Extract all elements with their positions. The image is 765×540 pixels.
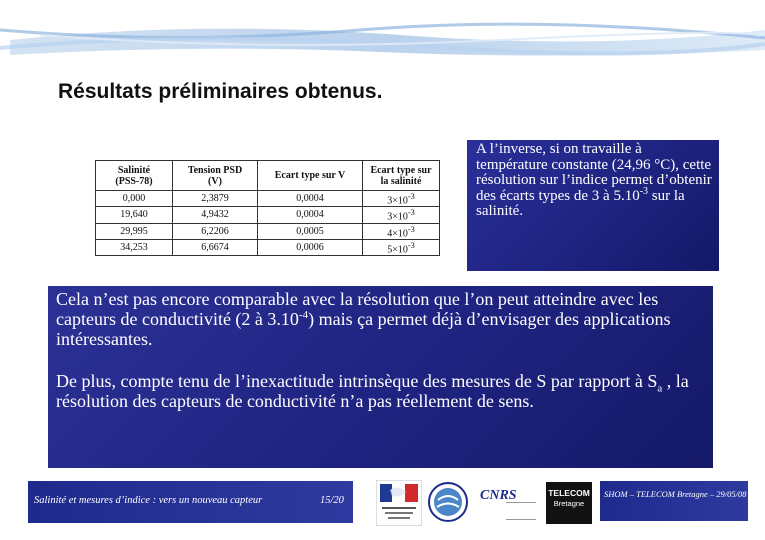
- telecom-bretagne-logo: [546, 482, 592, 524]
- paragraph-inexactitude: De plus, compte tenu de l’inexactitude intrinsèque des mesures de S par rapport à $S_a$ , la résolution des capteurs de conductivité n’a pas réellement de sens.: [56, 371, 689, 411]
- table-cell: 0,0006: [258, 239, 363, 255]
- table-cell: $4\times 10^{-3}$: [363, 223, 440, 239]
- slide-title: Résultats préliminaires obtenus.: [58, 80, 383, 103]
- table-cell: $5\times 10^{-3}$: [363, 239, 440, 255]
- footer-credits-bar: [600, 481, 748, 521]
- table-row: [96, 191, 440, 207]
- footer-title-bar: [28, 481, 353, 523]
- main-text-box: [48, 286, 713, 468]
- table-row: [96, 239, 440, 255]
- table-cell: 0,000: [96, 191, 173, 207]
- header-ecart-salinite: Ecart type sur la salinité: [363, 161, 440, 191]
- table-cell: 29,995: [96, 223, 173, 239]
- table-row: [96, 223, 440, 239]
- table-cell: 2,3879: [173, 191, 258, 207]
- table-cell: 6,6674: [173, 239, 258, 255]
- telecom-logo-line2: Bretagne: [553, 499, 585, 508]
- table-cell: 19,640: [96, 207, 173, 223]
- table-cell: 0,0004: [258, 207, 363, 223]
- header-tension: Tension PSD (V): [173, 161, 258, 191]
- paragraph-comparison: Cela n’est pas encore comparable avec la résolution que l’on peut atteindre avec les capteurs de conductivité (2 à $3.10^{-4}$) mais ça permet déjà d’envisager des applications intéressantes.: [56, 289, 671, 349]
- header-ecart-v: Ecart type sur V: [258, 161, 363, 191]
- table-cell: $3\times 10^{-3}$: [363, 207, 440, 223]
- table-header-row: [96, 161, 440, 191]
- salinity-table: [95, 160, 440, 256]
- telecom-logo-line1: TELECOM: [548, 488, 590, 498]
- page-number: 15/20: [320, 495, 344, 506]
- ministere-logo-icon: [376, 480, 422, 526]
- side-text-box: A l’inverse, si on travaille à température constante (24,96 °C), cette résolution sur l’indice permet d’obtenir des écarts types de 3 à $5.10^{-3}$ sur la salinité.: [467, 140, 719, 271]
- cnrs-logo: [476, 482, 542, 526]
- header-banner: [0, 0, 765, 70]
- table-cell: $3\times 10^{-3}$: [363, 191, 440, 207]
- shom-logo-icon: [428, 480, 468, 525]
- table-row: [96, 207, 440, 223]
- table-cell: 0,0004: [258, 191, 363, 207]
- table-cell: 0,0005: [258, 223, 363, 239]
- header-salinite: Salinité (PSS-78): [96, 161, 173, 191]
- table-cell: 6,2206: [173, 223, 258, 239]
- table-cell: 4,9432: [173, 207, 258, 223]
- cnrs-logo-text: CNRS: [480, 488, 517, 503]
- footer-title: Salinité et mesures d’indice : vers un nouveau capteur: [34, 495, 263, 506]
- table-cell: 34,253: [96, 239, 173, 255]
- cnrs-logo-lines: [506, 502, 536, 520]
- footer-credits: SHOM – TELECOM Bretagne – 29/05/08: [604, 489, 747, 499]
